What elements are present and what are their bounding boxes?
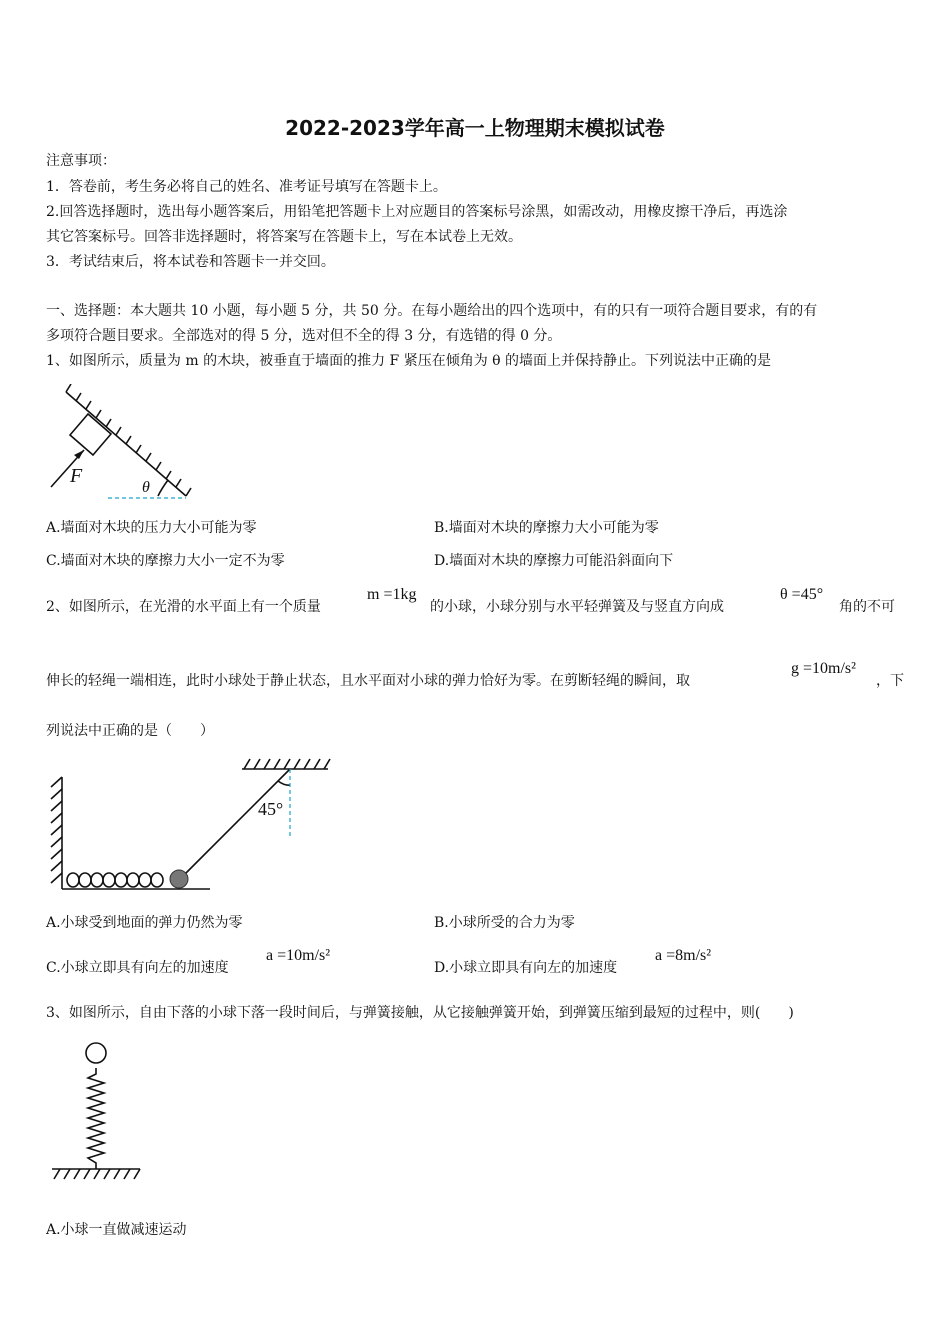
q2-g-value: g =10m/s² [791,660,856,677]
q2-figure [46,755,336,895]
section-intro-line1: 一、选择题：本大题共 10 小题，每小题 5 分，共 50 分。在每小题给出的四个选项中，有的只有一项符合题目要求，有的有 [46,303,818,319]
page-title: 2022-2023学年高一上物理期末模拟试卷 [285,116,665,140]
q1-option-d[interactable]: D.墙面对木块的摩擦力可能沿斜面向下 [434,553,674,569]
notice-heading: 注意事项： [46,153,116,169]
q3-figure [46,1038,146,1183]
q2-line2: 伸长的轻绳一端相连，此时小球处于静止状态，且水平面对小球的弹力恰好为零。在剪断轻绳的瞬间，取 [46,673,690,689]
q2-option-d-value: a =8m/s² [655,947,712,964]
q1-angle-label: θ [142,479,150,496]
q1-option-a[interactable]: A.墙面对木块的压力大小可能为零 [46,520,257,536]
notice-item-2: 2.回答选择题时，选出每小题答案后，用铅笔把答题卡上对应题目的答案标号涂黑，如需改动，用橡皮擦干净后，再选涂 [46,204,788,220]
q1-force-label: F [70,465,83,487]
q1-figure [46,384,196,504]
notice-item-1: 1．答卷前，考生务必将自己的姓名、准考证号填写在答题卡上。 [46,179,447,195]
section-intro-line2: 多项符合题目要求。全部选对的得 5 分，选对但不全的得 3 分，有选错的得 0 分。 [46,328,562,344]
q2-stem-part1: 2、如图所示，在光滑的水平面上有一个质量 [46,599,321,615]
q2-line2-end: ，下 [876,673,904,689]
q2-stem-part3: 角的不可 [839,599,895,615]
q2-angle-label: 45° [258,799,284,819]
q2-stem-part2: 的小球，小球分别与水平轻弹簧及与竖直方向成 [430,599,724,615]
q1-stem: 1、如图所示，质量为 m 的木块，被垂直于墙面的推力 F 紧压在倾角为 θ 的墙面上并保持静止。下列说法中正确的是 [46,353,772,369]
q2-mass-value: m =1kg [367,586,417,603]
q3-stem: 3、如图所示，自由下落的小球下落一段时间后，与弹簧接触，从它接触弹簧开始，到弹簧压缩到最短的过程中，则( ) [46,1005,794,1021]
q2-option-c-value: a =10m/s² [266,947,331,964]
q1-option-b[interactable]: B.墙面对木块的摩擦力大小可能为零 [434,520,659,536]
q2-option-c[interactable]: C.小球立即具有向左的加速度 [46,960,229,976]
q2-angle-value: θ =45° [780,586,824,603]
notice-item-2-cont: 其它答案标号。回答非选择题时，将答案写在答题卡上，写在本试卷上无效。 [46,229,522,245]
q1-option-c[interactable]: C.墙面对木块的摩擦力大小一定不为零 [46,553,285,569]
q2-option-b[interactable]: B.小球所受的合力为零 [434,915,575,931]
q3-option-a[interactable]: A.小球一直做减速运动 [46,1222,187,1238]
q2-option-d[interactable]: D.小球立即具有向左的加速度 [434,960,618,976]
q2-option-a[interactable]: A.小球受到地面的弹力仍然为零 [46,915,243,931]
notice-item-3: 3．考试结束后，将本试卷和答题卡一并交回。 [46,254,335,270]
q2-line3: 列说法中正确的是（ ） [46,723,214,739]
